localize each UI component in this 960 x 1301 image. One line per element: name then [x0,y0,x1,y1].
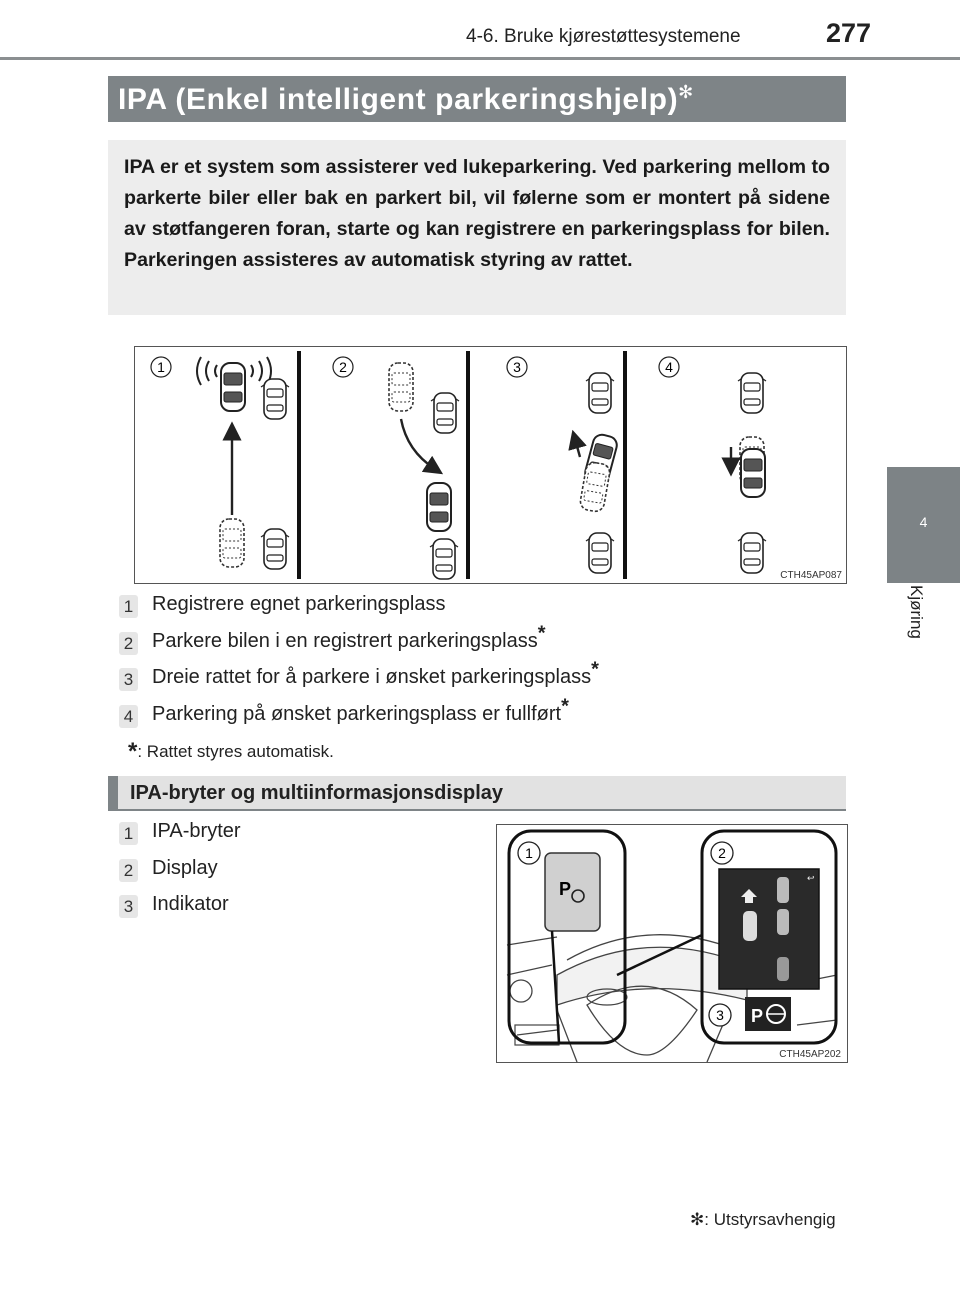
chapter-tab-label [906,585,926,665]
optional-equipment-note: ✻: Utstyrsavhengig [690,1210,836,1229]
page-number: 277 [826,18,872,48]
dashboard-illustration [497,825,847,1062]
ipa-switch-button [545,853,600,931]
step-4-callout: 4 [665,359,673,375]
item-2-text: Display [152,857,218,879]
footnote-mark: * [128,738,138,765]
ipa-indicator-glyph: P [751,1006,764,1026]
header-rule [0,57,960,60]
step-4-badge: 4 [119,705,138,728]
step-1-panel [151,351,301,579]
footnote-text: : Rattet styres automatisk. [137,742,334,761]
multi-info-display [719,869,819,989]
section-heading-bar [108,776,846,811]
chapter-tab-label-text: Kjøring [907,585,926,639]
optional-equipment-mark: ✻ [678,82,694,102]
step-3-text: Dreie rattet for å parkere i ønsket parkeringsplass* [152,658,599,688]
step-2-text: Parkere bilen i en registrert parkeringsplass* [152,622,546,652]
chapter-tab [887,467,960,583]
item-1-text: IPA-bryter [152,820,241,842]
page-title [118,82,694,117]
figure-1-code: CTH45AP087 [780,570,842,581]
item-3-badge: 3 [119,895,138,918]
item-1-badge: 1 [119,822,138,845]
step-3-panel [507,351,627,579]
parking-steps-illustration [135,347,846,583]
step-4-panel [659,357,766,573]
page-title-text: IPA (Enkel intelligent parkeringshjelp) [118,83,679,116]
callout-1: 1 [525,845,533,861]
item-3-text: Indikator [152,893,229,915]
svg-text:↩: ↩ [807,873,815,883]
callout-3: 3 [716,1007,724,1023]
ipa-switch-display-figure [496,824,848,1063]
step-2-callout: 2 [339,359,347,375]
figure-2-code: CTH45AP202 [779,1049,841,1060]
footnote [128,738,334,766]
chapter-tab-number: 4 [919,514,928,530]
item-2-badge: 2 [119,859,138,882]
step-2-badge: 2 [119,632,138,655]
callout-2: 2 [718,845,726,861]
intro-text: IPA er et system som assisterer ved lukeparkering. Ved parkering mellom to parkerte biler eller bak en parkert bil, vil følerne som er montert på sidene av støtfangeren foran, starte og kan registrere en parkeringsplass for bilen. Parkeringen assisteres av automatisk styring av rattet. [124,156,830,271]
section-heading: IPA-bryter og multiinformasjonsdisplay [130,782,504,804]
step-4-text: Parkering på ønsket parkeringsplass er fullført* [152,695,569,725]
running-header-section: 4-6. Bruke kjørestøttesystemene [466,26,741,47]
step-1-callout: 1 [157,359,165,375]
step-1-text: Registrere egnet parkeringsplass [152,593,446,615]
page-title-bar [108,76,846,122]
step-1-badge: 1 [119,595,138,618]
intro-box [108,140,846,315]
step-3-callout: 3 [513,359,521,375]
step-2-panel [333,351,470,579]
parking-steps-figure [134,346,847,584]
step-3-badge: 3 [119,668,138,691]
ipa-switch-glyph: P [559,879,572,899]
